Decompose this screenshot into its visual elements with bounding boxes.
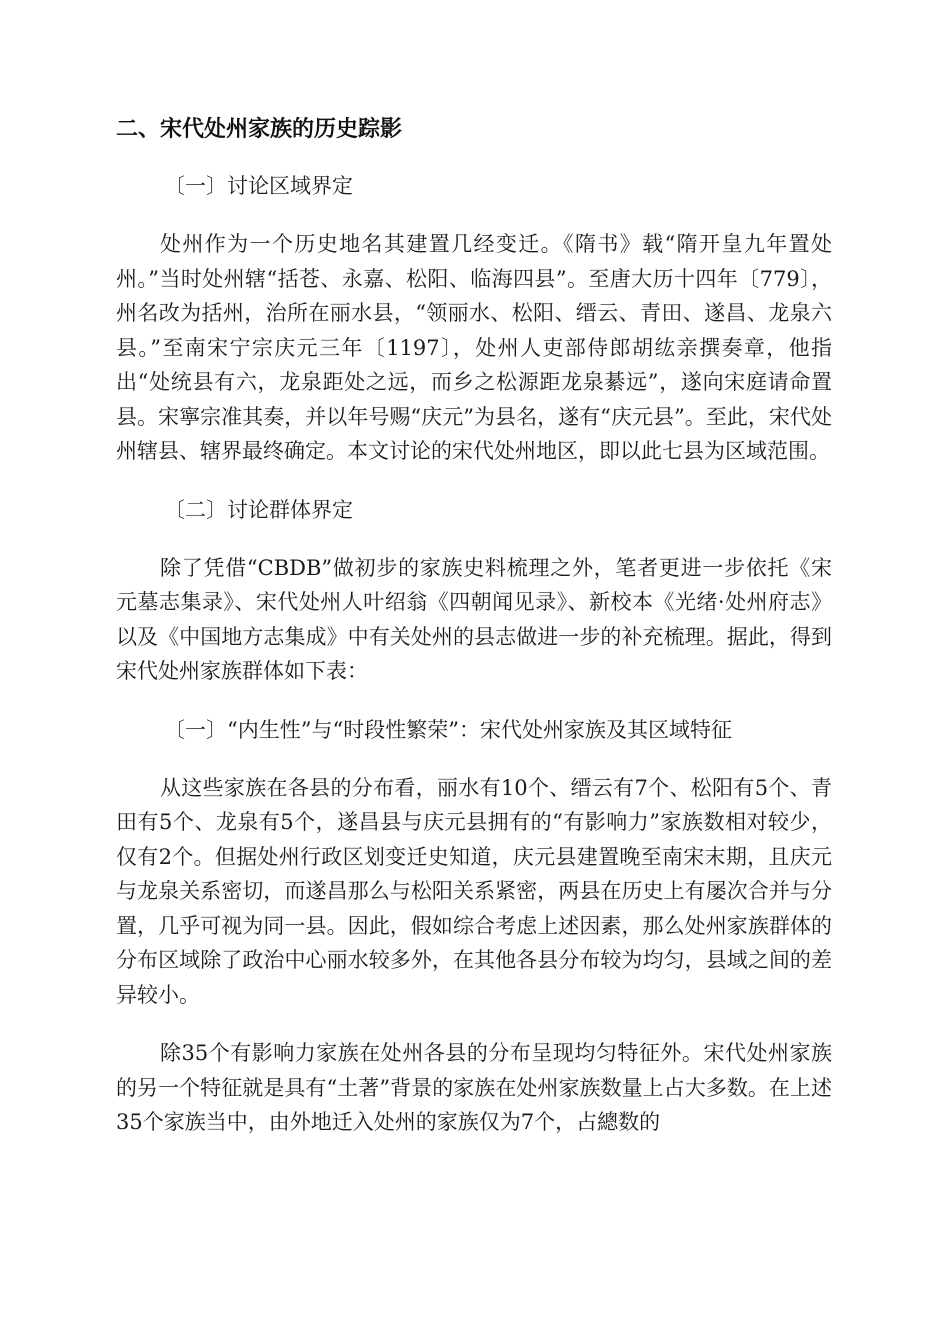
paragraph-region: 处州作为一个历史地名其建置几经变迁。《隋书》载“隋开皇九年置处州。”当时处州辖“括苍、永嘉、松阳、临海四县”。至唐大历十四年〔779〕，州名改为括州，治所在丽水县，“领丽水、松阳、缙云、青田、遂昌、龙泉六县。”至南宋宁宗庆元三年〔1197〕，处州人吏部侍郎胡纮亲撰奏章，他指出“处统县有六，龙泉距处之远，而乡之松源距龙泉綦远”，遂向宋庭请命置县。宋寧宗准其奏，并以年号赐“庆元”为县名，遂有“庆元县”。至此，宋代处州辖县、辖界最终确定。本文讨论的宋代处州地区，即以此七县为区域范围。 [116,232,832,463]
subsection-title-characteristics: 〔一〕“内生性”与“时段性繁荣”：宋代处州家族及其区域特征 [164,717,732,742]
paragraph-native-families: 除35个有影响力家族在处州各县的分布呈现均匀特征外。宋代处州家族的另一个特征就是具有“土著”背景的家族在处州家族数量上占大多数。在上述35个家族当中，由外地迁入处州的家族仅为7个，占總数的 [116,1041,832,1134]
subsection-title-group: 〔二〕讨论群体界定 [164,497,353,522]
section-title: 二、宋代处州家族的历史踪影 [116,117,403,142]
subsection-title-region: 〔一〕讨论区域界定 [164,174,353,198]
document-body [116,113,832,1164]
paragraph-distribution: 从这些家族在各县的分布看，丽水有10个、缙云有7个、松阳有5个、青田有5个、龙泉有5个，遂昌县与庆元县拥有的“有影响力”家族数相对较少，仅有2个。但据处州行政区划变迁史知道，庆元县建置晚至南宋末期，且庆元与龙泉关系密切，而遂昌那么与松阳关系紧密，两县在历史上有屡次合并与分置，几乎可视为同一县。因此，假如综合考虑上述因素，那么处州家族群体的分布区域除了政治中心丽水较多外，在其他各县分布较为均匀，县域之间的差异较小。 [116,775,832,1007]
paragraph-group: 除了凭借“CBDB”做初步的家族史料梳理之外，笔者更进一步依托《宋元墓志集录》、宋代处州人叶绍翁《四朝闻见录》、新校本《光绪·处州府志》以及《中国地方志集成》中有关处州的县志做进一步的补充梳理。据此，得到宋代处州家族群体如下表： [116,555,832,683]
